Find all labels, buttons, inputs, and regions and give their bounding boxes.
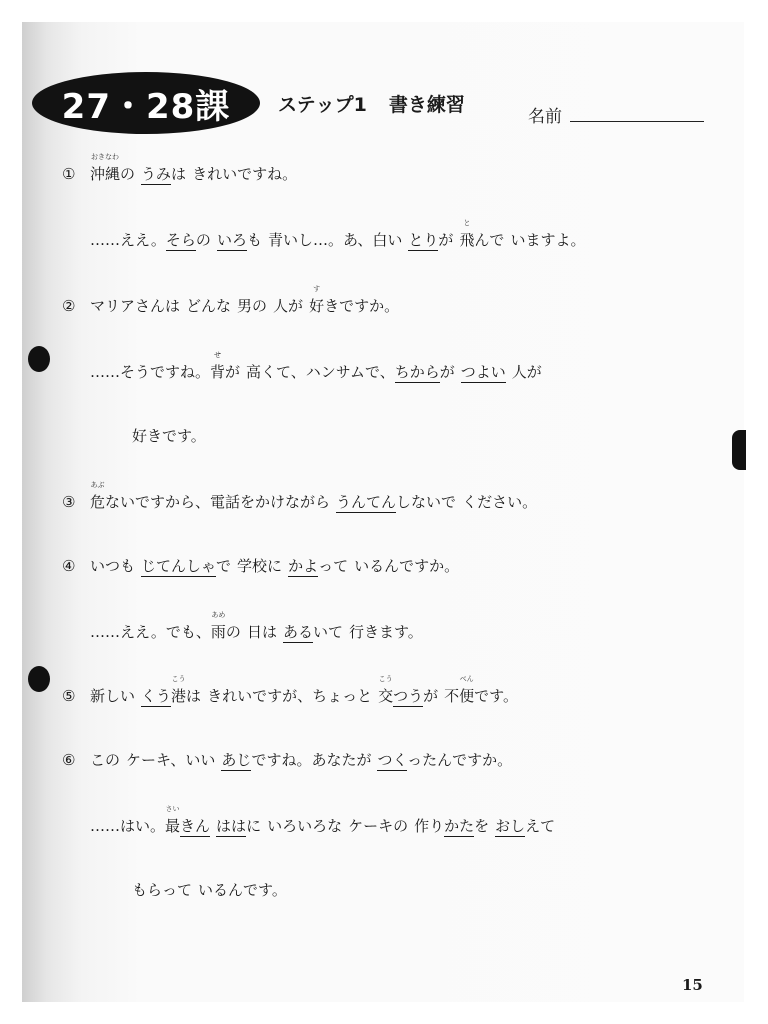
- sentence-text: ないですから、電話をかけながら: [105, 493, 331, 511]
- sentence-text: もらって: [132, 881, 193, 899]
- furigana: す: [313, 285, 321, 293]
- blank-to-write: くう: [141, 687, 172, 705]
- page-number: 15: [682, 976, 703, 994]
- step-title: [278, 90, 465, 117]
- exercise-line: [62, 556, 459, 576]
- furigana: あぶ: [90, 481, 105, 489]
- blank-to-write: おし: [495, 817, 526, 835]
- kanji-with-furigana: [210, 351, 226, 382]
- sentence-text: を: [474, 817, 490, 835]
- furigana: べん: [459, 675, 474, 683]
- item-number: ⑤: [62, 687, 76, 705]
- furigana: あめ: [211, 611, 226, 619]
- blank-to-write: かよ: [288, 557, 319, 575]
- item-number: ①: [62, 165, 76, 183]
- blank-to-write: はは: [216, 817, 247, 835]
- exercise-line: [62, 285, 400, 316]
- step-label: ステップ1: [278, 94, 367, 116]
- sentence-text: しないで: [396, 493, 457, 511]
- exercise-line: [62, 481, 538, 512]
- sentence-text: ケーキ、いい: [126, 751, 216, 769]
- sentence-text: 男の: [237, 297, 268, 315]
- blank-to-write: うみ: [141, 165, 172, 183]
- sentence-text: ……ええ。でも、: [90, 623, 211, 641]
- blank-to-write: ある: [282, 623, 313, 641]
- exercise-line: [62, 219, 586, 250]
- kanji-with-furigana: [165, 805, 181, 836]
- kanji-text: 最: [165, 817, 181, 835]
- kanji-text: 便: [459, 687, 475, 705]
- sentence-text: 行きます。: [348, 623, 423, 641]
- exercise-line: [62, 880, 287, 900]
- sentence-text: どんな: [186, 297, 232, 315]
- item-number: ③: [62, 493, 76, 511]
- binder-hole: [28, 346, 50, 372]
- blank-to-write: つう: [393, 687, 424, 705]
- sentence-text: で: [216, 557, 232, 575]
- kanji-text: 沖縄: [90, 165, 121, 183]
- sentence-text: は: [186, 687, 202, 705]
- blank-to-write: ちから: [394, 363, 440, 381]
- sentence-text: 学校に: [237, 557, 283, 575]
- sentence-text: ケーキの: [348, 817, 409, 835]
- sentence-text: いつも: [90, 557, 136, 575]
- sentence-text: ……はい。: [90, 817, 166, 835]
- kanji-with-furigana: [378, 675, 394, 706]
- sentence-text: が: [225, 363, 241, 381]
- sentence-text: ったんですか。: [407, 751, 513, 769]
- sentence-text: 人が: [273, 297, 304, 315]
- exercise-line: [62, 750, 512, 770]
- sentence-text: の: [225, 623, 241, 641]
- kanji-with-furigana: [459, 219, 475, 250]
- blank-to-write: いろ: [216, 231, 247, 249]
- sentence-text: きですか。: [324, 297, 400, 315]
- furigana: せ: [214, 351, 222, 359]
- kanji-with-furigana: [459, 675, 475, 706]
- sentence-text: ……ええ。: [90, 231, 166, 249]
- item-number: ④: [62, 557, 76, 575]
- sentence-text: が: [438, 231, 454, 249]
- sentence-text: きれいですが、ちょっと: [207, 687, 373, 705]
- sentence-text: 好きです。: [132, 427, 206, 445]
- blank-to-write: とり: [408, 231, 439, 249]
- sentence-text: いますよ。: [510, 231, 586, 249]
- blank-to-write: そら: [165, 231, 196, 249]
- furigana: こう: [378, 675, 393, 683]
- sentence-text: です。: [474, 687, 518, 705]
- sentence-text: 日は: [246, 623, 277, 641]
- sentence-text: 作り: [414, 817, 445, 835]
- lesson-badge: 27・28課: [32, 72, 260, 134]
- exercise-line: [62, 675, 518, 706]
- exercise-line: [62, 611, 423, 642]
- kanji-with-furigana: [90, 481, 106, 512]
- blank-to-write: かた: [444, 817, 475, 835]
- sentence-text: に: [246, 817, 262, 835]
- sentence-text: いるんですか。: [354, 557, 460, 575]
- blank-to-write: つよい: [460, 363, 506, 381]
- sentence-text: って: [318, 557, 349, 575]
- exercise-title: 書き練習: [388, 94, 465, 116]
- sentence-text: 新しい: [90, 687, 136, 705]
- sentence-text: 青いし…。あ、白い: [267, 231, 403, 249]
- sentence-text: マリアさんは: [90, 297, 181, 315]
- kanji-with-furigana: [309, 285, 325, 316]
- sentence-text: は: [171, 165, 187, 183]
- sentence-text: 人が: [511, 363, 542, 381]
- sentence-text: ですね。あなたが: [251, 751, 372, 769]
- sentence-text: ……そうですね。: [90, 363, 211, 381]
- sentence-text: ください。: [462, 493, 538, 511]
- kanji-text: 危: [90, 493, 106, 511]
- sentence-text: きれいですね。: [192, 165, 298, 183]
- kanji-with-furigana: [171, 675, 187, 706]
- sentence-text: の: [120, 165, 136, 183]
- exercise-line: [62, 153, 298, 184]
- sentence-text: が: [439, 363, 455, 381]
- sentence-text: んで: [474, 231, 505, 249]
- furigana: おきなわ: [91, 153, 119, 161]
- blank-to-write: きん: [180, 817, 211, 835]
- blank-to-write: じてんしゃ: [141, 557, 217, 575]
- kanji-text: 港: [171, 687, 187, 705]
- blank-to-write: つく: [377, 751, 408, 769]
- sentence-text: の: [195, 231, 211, 249]
- page-tab-notch: [732, 430, 746, 470]
- kanji-with-furigana: [90, 153, 121, 184]
- blank-to-write: うんてん: [336, 493, 397, 511]
- kanji-with-furigana: [210, 611, 226, 642]
- sentence-text: 高くて、ハンサムで、: [246, 363, 395, 381]
- furigana: こう: [171, 675, 186, 683]
- name-label: 名前: [528, 107, 562, 127]
- sentence-text: が: [423, 687, 439, 705]
- item-number: ②: [62, 297, 76, 315]
- sentence-text: いろいろな: [267, 817, 343, 835]
- furigana: さい: [165, 805, 180, 813]
- kanji-text: 好: [309, 297, 325, 315]
- sentence-text: いるんです。: [198, 881, 287, 899]
- furigana: と: [463, 219, 471, 227]
- name-field[interactable]: [570, 121, 704, 122]
- blank-to-write: あじ: [221, 751, 252, 769]
- sentence-text: も: [246, 231, 262, 249]
- binder-hole: [28, 666, 50, 692]
- exercise-line: [62, 426, 206, 446]
- sentence-text: この: [90, 751, 121, 769]
- kanji-text: 飛: [459, 231, 475, 249]
- kanji-text: 背: [210, 363, 226, 381]
- kanji-text: 交: [378, 687, 394, 705]
- kanji-text: 雨: [210, 623, 226, 641]
- exercise-line: [62, 351, 542, 382]
- exercise-line: [62, 805, 556, 836]
- sentence-text: 不: [444, 687, 460, 705]
- sentence-text: えて: [525, 817, 556, 835]
- sentence-text: いて: [312, 623, 343, 641]
- item-number: ⑥: [62, 751, 76, 769]
